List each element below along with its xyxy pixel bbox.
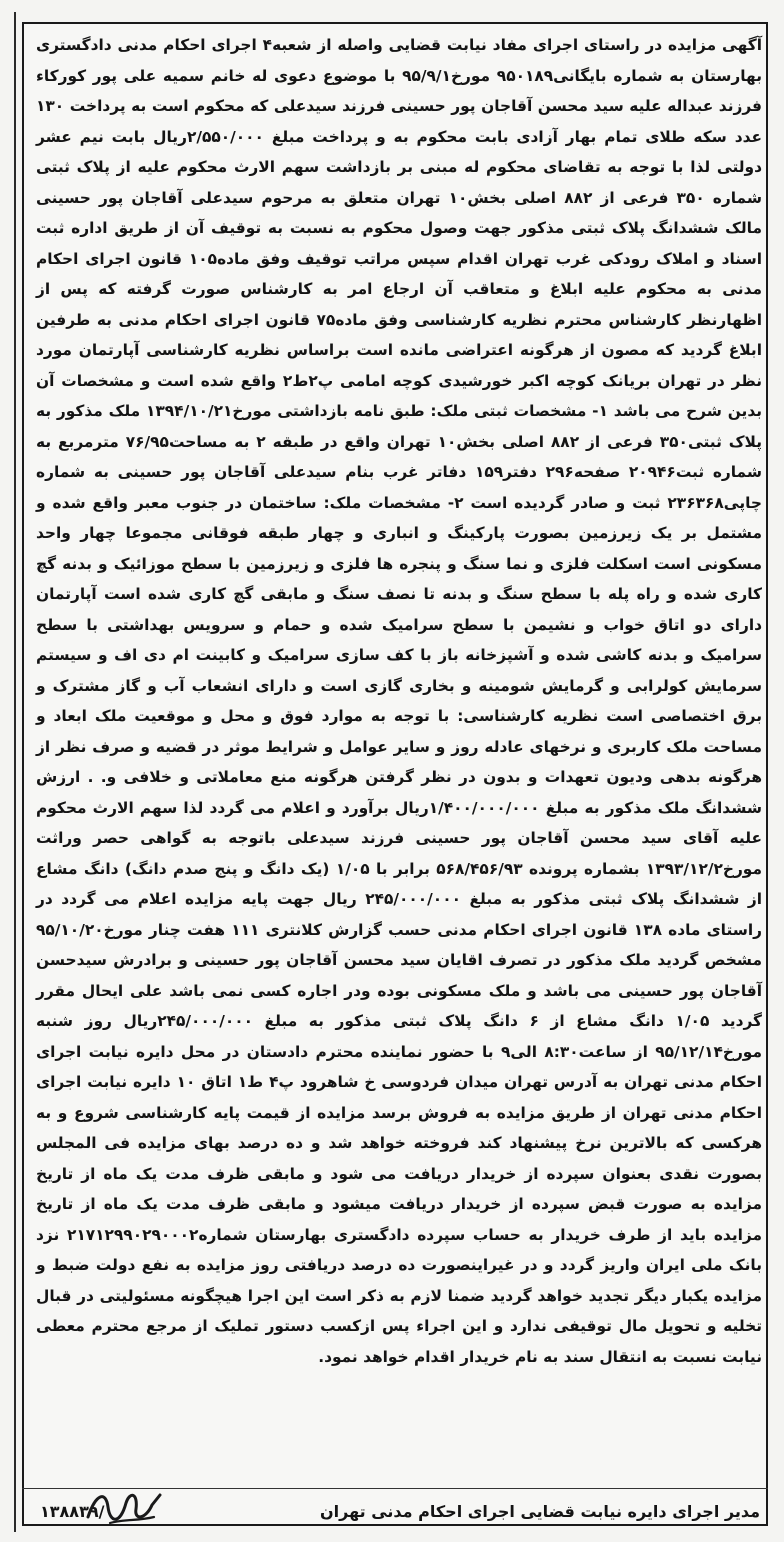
issuer-title: مدیر اجرای دایره نیابت قضایی اجرای احکام مدنی تهران (319, 1501, 760, 1521)
handwritten-signature-icon (80, 1483, 170, 1531)
auction-notice-body: آگهی مزایده در راستای اجرای مفاد نیابت قضایی واصله از شعبه۴ اجرای احکام مدنی دادگستری بهارستان به شماره بایگانی۹۵۰۱۸۹ مورخ۹۵/۹/۱ با موضوع دعوی له خانم سمیه علی پور کورکاء فرزند عبداله علیه سید محسن آقاجان پور حسینی فرزند سیدعلی که محکوم است به پرداخت ۱۳۰ عدد سکه طلای تمام بهار آزادی بابت محکوم به و پرداخت مبلغ ۲/۵۵۰/۰۰۰ریال بابت نیم عشر دولتی لذا با توجه به تقاضای محکوم له مبنی بر بازداشت سهم الارث محکوم علیه از پلاک ثبتی شماره ۳۵۰ فرعی از ۸۸۲ اصلی بخش۱۰ تهران متعلق به مرحوم سیدعلی آقاجان پور حسینی مالک ششدانگ پلاک ثبتی مذکور جهت وصول محکوم به نسبت به توقیف آن از طریق اداره ثبت اسناد و املاک رودکی غرب تهران اقدام سپس مراتب توقیف وفق ماده۱۰۵ قانون اجرای احکام مدنی به محکوم علیه ابلاغ و متعاقب آن ارجاع امر به کارشناس صورت گرفته که پس از اظهارنظر کارشناس محترم نظریه کارشناسی وفق ماده۷۵ قانون اجرای احکام مدنی به طرفین ابلاغ گردید که مصون از هرگونه اعتراضی مانده است براساس نظریه کارشناسی آپارتمان مورد نظر در تهران بریانک کوچه اکبر خورشیدی کوچه امامی پ۲ط۲ واقع شده است و مشخصات آن بدین شرح می باشد ۱- مشخصات ثبتی ملک: طبق نامه بازداشتی مورخ۱۳۹۴/۱۰/۲۱ ملک مذکور به پلاک ثبتی۳۵۰ فرعی از ۸۸۲ اصلی بخش۱۰ تهران واقع در طبقه ۲ به مساحت۷۶/۹۵ مترمربع به شماره ثبت۲۰۹۴۶ صفحه۲۹۶ دفتر۱۵۹ دفاتر غرب بنام سیدعلی آقاجان پور حسینی به شماره چاپی۲۳۶۳۶۸ ثبت و صادر گردیده است ۲- مشخصات ملک: ساختمان در جنوب معبر واقع شده و مشتمل بر یک زیرزمین بصورت پارکینگ و انباری و چهار طبقه فوقانی مجموعا چهار واحد مسکونی است اسکلت فلزی و نما سنگ و پنجره ها فلزی و زیرزمین با سطح موزائیک و بدنه گچ کاری شده و راه پله با سطح سنگ و بدنه تا نصف سنگ و مابقی گچ کاری شده است آپارتمان دارای دو اتاق خواب و نشیمن با سطح سرامیک شده و حمام و سرویس بهداشتی با سطح سرامیک و بدنه کاشی شده و آشپزخانه باز با کف سازی سرامیک و کابینت ام دی اف و سیستم سرمایش کولرابی و گرمایش شومینه و بخاری گازی است و دارای انشعاب آب و گاز مشترک و برق اختصاصی است نظریه کارشناسی: با توجه به موارد فوق و محل و موقعیت ملک ابعاد و مساحت ملک کاربری و نرخهای عادله روز و سایر عوامل و شرایط موثر در قضیه و صرف نظر از هرگونه بدهی ودیون تعهدات و بدون در نظر گرفتن هرگونه منع معاملاتی و خلافی و. . ارزش ششدانگ ملک مذکور به مبلغ ۱/۴۰۰/۰۰۰/۰۰۰ریال برآورد و اعلام می گردد لذا سهم الارث محکوم علیه آقای سید محسن آقاجان پور حسینی فرزند سیدعلی باتوجه به گواهی حصر وراثت مورخ۱۳۹۳/۱۲/۲ بشماره پرونده ۵۶۸/۴۵۶/۹۳ برابر با ۱/۰۵ (یک دانگ و پنج صدم دانگ) دانگ مشاع از ششدانگ پلاک ثبتی مذکور به مبلغ ۲۴۵/۰۰۰/۰۰۰ ریال جهت پایه مزایده اعلام می گردد در راستای ماده ۱۳۸ قانون اجرای احکام مدنی حسب گزارش کلانتری ۱۱۱ هفت چنار مورخ۹۵/۱۰/۲۰ مشخص گردید ملک مذکور در تصرف اقایان سید محسن آقاجان پور حسینی و برادرش سیدحسن آقاجان پور حسینی می باشد و ملک مسکونی بوده ودر اجاره کسی نمی باشد علی ایحال مقرر گردید ۱/۰۵ دانگ مشاع از ۶ دانگ پلاک ثبتی مذکور به مبلغ ۲۴۵/۰۰۰/۰۰۰ریال روز شنبه مورخ۹۵/۱۲/۱۴ از ساعت۸:۳۰ الی۹ با حضور نماینده محترم دادستان در محل دایره نیابت اجرای احکام مدنی تهران به آدرس تهران میدان فردوسی خ شاهرود پ۴ ط۱ اتاق ۱۰ دایره نیابت اجرای احکام مدنی تهران از طریق مزایده به فروش برسد مزایده از قیمت پایه کارشناسی شروع و به هرکسی که بالاترین نرخ پیشنهاد کند فروخته خواهد شد و ده درصد بهای مزایده فی المجلس بصورت نقدی بعنوان سپرده از خریدار دریافت می شود و مابقی ظرف مدت یک ماه از تاریخ مزایده به صورت قبض سپرده از خریدار دریافت میشود و مابقی ظرف مدت یک ماه از تاریخ مزایده باید از طرف خریدار به حساب سپرده دادگستری بهارستان شماره۲۱۷۱۲۹۹۰۲۹۰۰۰۲ نزد بانک ملی ایران واریز گردد و در غیراینصورت ده درصد دریافتی روز مزایده به نفع دولت ضبط و مزایده یکبار دیگر تجدید خواهد گردید ضمنا لازم به ذکر است این اجرا هیچگونه مسئولیتی در قبال تخلیه و تحویل مال توقیفی ندارد و این اجراء پس ازکسب دستور تملیک از مرجع محترم معطی نیابت نسبت به انتقال سند به نام خریدار اقدام خواهد نمود. (36, 36, 763, 1366)
column-rule (14, 12, 16, 1532)
notice-number: ۱۳۸۸۳۹/ (40, 1501, 105, 1521)
